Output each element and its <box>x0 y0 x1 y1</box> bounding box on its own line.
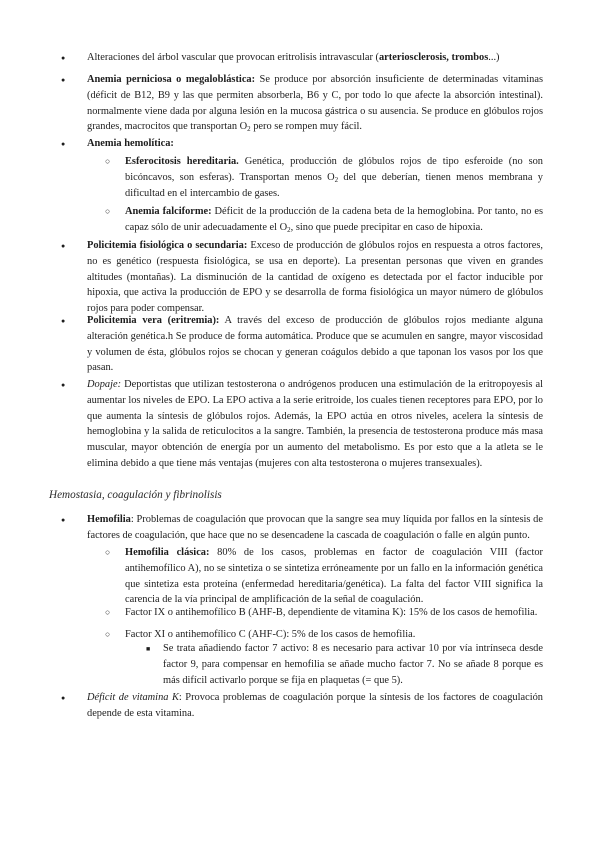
item-title: Dopaje: <box>87 379 122 390</box>
bullet-icon <box>61 690 65 707</box>
bullet-icon <box>61 512 65 529</box>
item-title: Esferocitosis hereditaria. <box>125 156 239 167</box>
sub-item-esferocitosis: Esferocitosis hereditaria. Genética, producción de glóbulos rojos de tipo esferoide (no son bicóncavos, son esferas). Transportan menos $O_2$ del que deberían, tienen menos membrana y dificultad en el intercambio de gases. <box>125 156 543 199</box>
bullet-icon <box>61 136 65 153</box>
bullet-icon <box>61 72 65 89</box>
list-item-policitemia-vera: Policitemia vera (eritremia): A través del exceso de producción de glóbulos rojos mediante alguna alteración genética.h Se produce de forma automática. Produce que se acumulen en sangre, mayor viscosidad y volumen de ésta, glóbulos rojos se chocan y generan coágulos debido a que taponan los vasos por los que pasan. <box>87 315 543 374</box>
bold-term: arteriosclerosis, trombos <box>378 52 489 63</box>
list-item-arbol-vascular: Alteraciones del árbol vascular que provocan eritrolisis intravascular (arteriosclerosis, trombos...) <box>87 52 500 63</box>
circle-bullet-icon <box>105 204 110 220</box>
circle-bullet-icon <box>105 154 110 170</box>
item-title: Anemia hemolítica: <box>87 138 174 149</box>
list-item-anemia-hemolitica <box>87 136 543 152</box>
item-title: Anemia perniciosa o megaloblástica: <box>87 74 256 85</box>
list-item-hemofilia: Hemofilia: Problemas de coagulación que provocan que la sangre sea muy líquida por fallos en la síntesis de factores de coagulación, que hace que no se desencadene la cascada de coagulación o falle en algún punto. <box>87 514 543 541</box>
sub-item-factor-xi: Factor XI o antihemofílico C (AHF-C): 5% de los casos de hemofilia. <box>125 629 416 640</box>
item-title: Policitemia vera (eritremia): <box>87 315 220 326</box>
list-item-policitemia-fisiologica: Policitemia fisiológica o secundaria: Exceso de producción de glóbulos rojos en respuesta a otros factores, no es genético (respuesta fisiológica, se usa en deporte). La presentan personas que viven en grandes altitudes (montañas). La disminución de la cantidad de oxígeno es detectada por el factor inducible por hipoxia, que activa la producción de EPO y se desarrolla de forma fisiológica un mayor número de glóbulos rojos para poder compensar. <box>87 240 543 315</box>
item-title: Déficit de vitamina K <box>87 692 179 703</box>
bullet-icon <box>61 377 65 394</box>
item-title: Hemofilia <box>87 514 131 525</box>
item-title: Anemia falciforme: <box>125 206 212 217</box>
list-item-dopaje: Dopaje: Deportistas que utilizan testosterona o andrógenos producen una estimulación de la eritropoyesis al aumentar los niveles de EPO. La EPO activa a la serie eritroide, los cuales tienen receptores para EPO, por lo que aumenta la síntesis de glóbulos rojos. Además, la EPO actúa en otros niveles, acelera la síntesis de hemoglobina y la salida de reticulocitos a la sangre. También, la presencia de testosterona produce más masa muscular, mayor obtención de energía por un aumento del metabolismo. Es por esto que a la atleta se le elimina debido a que tiene más ventajas (mujeres con alta testosterona o mujeres transexuales). <box>87 379 543 469</box>
item-title: Hemofilia clásica: <box>125 547 210 558</box>
square-bullet-icon <box>146 641 150 658</box>
list-item-vitamina-k: Déficit de vitamina K: Provoca problemas de coagulación porque la síntesis de los factores de coagulación depende de esta vitamina. <box>87 692 543 719</box>
item-title: Policitemia fisiológica o secundaria: <box>87 240 248 251</box>
bullet-icon <box>61 50 65 67</box>
sub-item-factor-ix: Factor IX o antihemofílico B (AHF-B, dependiente de vitamina K): 15% de los casos de hemofilia. <box>125 607 538 618</box>
list-item-anemia-perniciosa: Anemia perniciosa o megaloblástica: Se produce por absorción insuficiente de determinadas vitaminas (déficit de B12, B9 y las que permiten absorberla, B6 y C, por todo lo que afecte la absorción intestinal). normalmente viene dada por alguna lesión en la mucosa gástrica o su ausencia. Se produce en glóbulos rojos grandes, macrocitos que transportan $O_2$ pero se rompen muy fácil. <box>87 74 543 134</box>
circle-bullet-icon <box>105 627 110 643</box>
circle-bullet-icon <box>105 605 110 621</box>
sub-sub-item-tratamiento: Se trata añadiendo factor 7 activo: 8 es necesario para activar 10 por vía intrínseca desde factor 9, para compensar en hemofilia se añade mucho factor 7. No se añade 8 porque es más difícil activarlo porque se fija en plaquetas (= que 5). <box>163 643 543 686</box>
bullet-icon <box>61 238 65 255</box>
bullet-icon <box>61 313 65 330</box>
sub-item-falciforme: Anemia falciforme: Déficit de la producción de la cadena beta de la hemoglobina. Por tanto, no es capaz sólo de unir adecuadamente el $O_2$, sino que puede precipitar en caso de hipoxia. <box>125 206 543 234</box>
sub-item-hemofilia-clasica: Hemofilia clásica: 80% de los casos, problemas en factor de coagulación VIII (factor antihemofílico A), no se sintetiza o se sintetiza erróneamente por un fallo en la información genética que sintetiza esta proteína (enfermedad hereditaria/genética). La falta del factor VIII significa la carencia de la vía principal de amplificación de la señal de coagulación. <box>125 547 543 606</box>
section-heading: Hemostasia, coagulación y fibrinolisis <box>49 489 222 501</box>
circle-bullet-icon <box>105 545 110 561</box>
